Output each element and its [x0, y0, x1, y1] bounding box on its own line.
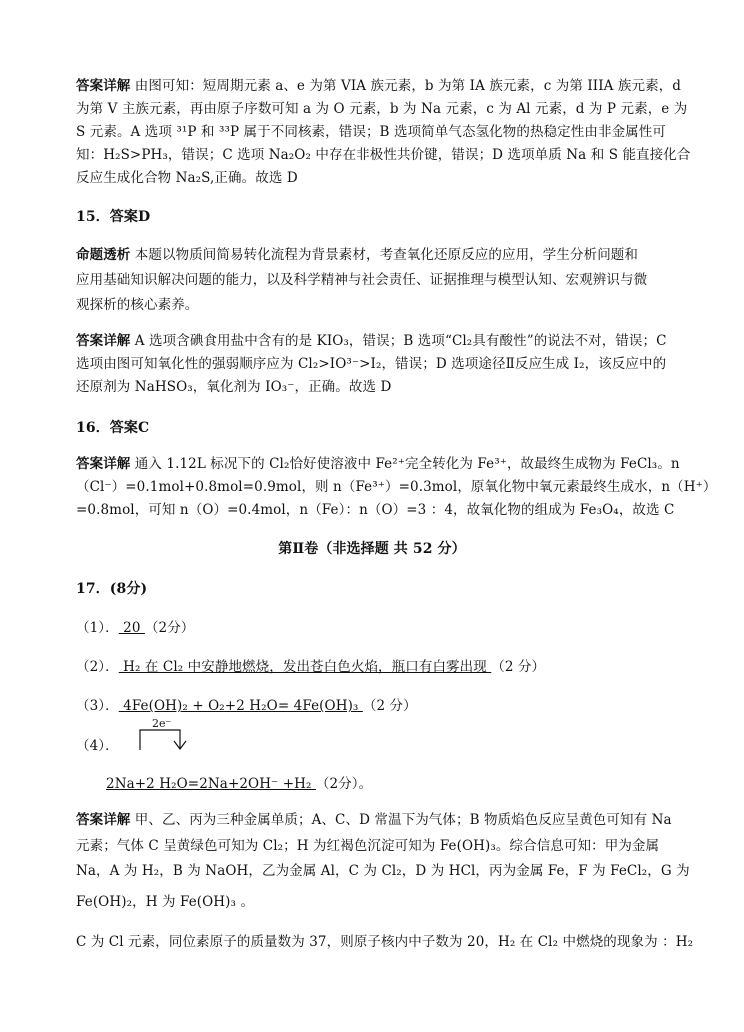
q16-detail-label: 答案详解 [76, 456, 131, 472]
q15-detail-line-2: 选项由图可知氧化性的强弱顺序应为 Cl₂>IO³⁻>I₂，错误；D 选项途径Ⅱ反应生成 I₂，该反应中的 [76, 356, 667, 372]
q17-detail-line-5: C 为 Cl 元素，同位素原子的质量数为 37，则原子核内中子数为 20，H₂ 在 Cl₂ 中燃烧的现象为 ：H₂ [76, 934, 694, 950]
q14-line-3: S 元素。A 选项 ³¹P 和 ³³P 属于不同核素，错误；B 选项简单气态氢化物的热稳定性由非金属性可 [76, 124, 666, 140]
q17-detail-label: 答案详解 [76, 812, 131, 828]
q15-heading: 15．答案D [76, 209, 151, 225]
q17-answer-4: 2Na+2 H₂O=2Na+2OH⁻ +H₂ （2分）。 [106, 776, 373, 792]
q16-detail-line-3: =0.8mol，可知 n（O）=0.4mol，n（Fe）：n（O）=3 ：4，故氧化物的组成为 Fe₃O₄，故选 C [76, 502, 675, 518]
q14-line-2: 为第 V 主族元素，再由原子序数可知 a 为 O 元素，b 为 Na 元素，c 为 Al 元素，d 为 P 元素，e 为 [76, 101, 688, 117]
q14-line-5: 反应生成化合物 Na₂S,正确。故选 D [76, 170, 298, 186]
q17-answer-2-value: H₂ 在 Cl₂ 中安静地燃烧，发出苍白色火焰，瓶口有白雾出现 [118, 659, 492, 675]
q15-detail-label: 答案详解 [76, 333, 131, 349]
q15-analysis-line-3: 观探析的核心素养。 [76, 297, 199, 313]
q15-analysis-line-1: 命题透析 本题以物质间简易转化流程为背景素材，考查氧化还原反应的应用，学生分析问题和 [76, 247, 638, 263]
q17-answer-4-value: 2Na+2 H₂O=2Na+2OH⁻ +H₂ [106, 776, 316, 792]
electron-transfer-arrow [136, 718, 196, 752]
q17-answer-3: （3）． 4Fe(OH)₂ + O₂+2 H₂O= 4Fe(OH)₃ （2 分） [76, 698, 417, 714]
q14-line-1: 答案详解 由图可知：短周期元素 a、e 为第 VIA 族元素，b 为第 IA 族元素，c 为第 IIIA 族元素，d [76, 78, 682, 94]
q17-detail-line-2: 元素；气体 C 呈黄绿色可知为 Cl₂；H 为红褐色沉淀可知为 Fe(OH)₃。综合信息可知：甲为金属 [76, 838, 660, 854]
q14-detail-label: 答案详解 [76, 78, 131, 94]
q17-detail-line-4: Fe(OH)₂，H 为 Fe(OH)₃ 。 [76, 894, 255, 910]
q17-answer-2: （2）． H₂ 在 Cl₂ 中安静地燃烧，发出苍白色火焰，瓶口有白雾出现 （2 分） [76, 659, 546, 675]
q16-heading: 16．答案C [76, 420, 150, 436]
q17-detail-line-1: 答案详解 甲、乙、丙为三种金属单质；A、C、D 常温下为气体；B 物质焰色反应呈黄色可知有 Na [76, 812, 672, 828]
q16-detail-line-1: 答案详解 通入 1.12L 标况下的 Cl₂恰好使溶液中 Fe²⁺完全转化为 Fe³⁺，故最终生成物为 FeCl₃。n [76, 456, 680, 472]
q17-answer-4-prefix: （4）． [76, 738, 119, 754]
q17-heading: 17．(8分) [76, 581, 148, 597]
section-2-title: 第Ⅱ卷（非选择题 共 52 分） [278, 541, 466, 557]
q17-answer-1: （1）． 20 （2分） [76, 620, 195, 636]
electron-label: 2e⁻ [152, 718, 172, 730]
q15-detail-line-3: 还原剂为 NaHSO₃，氧化剂为 IO₃⁻，正确。故选 D [76, 379, 392, 395]
q15-analysis-line-2: 应用基础知识解决问题的能力，以及科学精神与社会责任、证据推理与模型认知、宏观辨识与微 [76, 272, 648, 288]
q15-detail-line-1: 答案详解 A 选项含碘食用盐中含有的是 KIO₃，错误；B 选项“Cl₂具有酸性”的说法不对，错误；C [76, 333, 667, 349]
q17-detail-line-3: Na，A 为 H₂，B 为 NaOH，乙为金属 Al，C 为 Cl₂，D 为 HCl，丙为金属 Fe，F 为 FeCl₂，G 为 [76, 863, 690, 879]
q17-answer-1-value: 20 [118, 620, 145, 636]
q17-answer-3-value: 4Fe(OH)₂ + O₂+2 H₂O= 4Fe(OH)₃ [118, 698, 363, 714]
q16-detail-line-2: （Cl⁻）=0.1mol+0.8mol=0.9mol，则 n（Fe³⁺）=0.3mol，原氧化物中氧元素最终生成水，n（H⁺） [76, 479, 717, 495]
q15-analysis-label: 命题透析 [76, 247, 131, 263]
electron-bracket-line [140, 730, 180, 750]
q14-line-4: 知：H₂S>PH₃，错误；C 选项 Na₂O₂ 中存在非极性共价键，错误；D 选项单质 Na 和 S 能直接化合 [76, 147, 691, 163]
